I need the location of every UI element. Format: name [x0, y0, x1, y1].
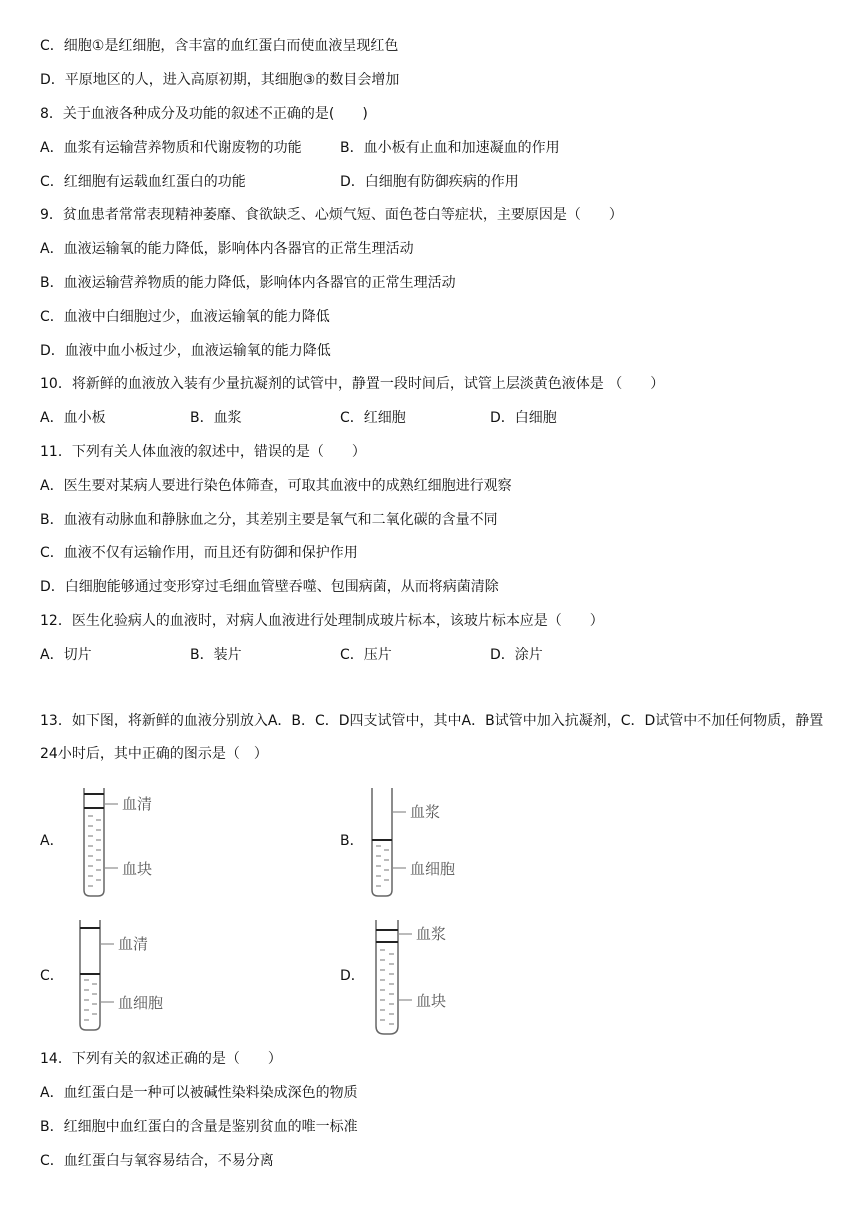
test-tube-c: [66, 916, 206, 1036]
q11-option-b: B．血液有动脉血和静脉血之分，其差别主要是氧气和二氧化碳的含量不同: [40, 512, 498, 528]
q9-option-c: C．血液中白细胞过少，血液运输氧的能力降低: [40, 309, 330, 325]
q11-stem: 11．下列有关人体血液的叙述中，错误的是（ ）: [40, 444, 366, 460]
q12-option-d: D．涂片: [490, 647, 543, 663]
q10-option-c: C．红细胞: [340, 410, 406, 426]
q14-option-a: A．血红蛋白是一种可以被碱性染料染成深色的物质: [40, 1085, 358, 1101]
q10-stem: 10．将新鲜的血液放入装有少量抗凝剂的试管中，静置一段时间后，试管上层淡黄色液体是 （ ）: [40, 376, 665, 392]
q12-option-a: A．切片: [40, 647, 92, 663]
q14-option-b: B．红细胞中血红蛋白的含量是鉴别贫血的唯一标准: [40, 1119, 358, 1135]
q8-option-b: B．血小板有止血和加速凝血的作用: [340, 140, 560, 156]
q12-option-b: B．装片: [190, 647, 242, 663]
q12-option-c: C．压片: [340, 647, 392, 663]
tube-d-bottom-label: 血块: [416, 992, 447, 1010]
tube-a-top-label: 血清: [122, 795, 153, 813]
q8-option-c: C．红细胞有运载血红蛋白的功能: [40, 174, 246, 190]
q11-option-d: D．白细胞能够通过变形穿过毛细血管壁吞噬、包围病菌，从而将病菌清除: [40, 579, 499, 595]
q8-stem: 8．关于血液各种成分及功能的叙述不正确的是( ): [40, 106, 368, 122]
q14-option-c: C．血红蛋白与氧容易结合，不易分离: [40, 1153, 274, 1169]
test-tube-d: [362, 916, 502, 1040]
q9-option-b: B．血液运输营养物质的能力降低，影响体内各器官的正常生理活动: [40, 275, 456, 291]
q13-option-c-label: C．: [40, 968, 64, 984]
q13-stem: 13．如下图，将新鲜的血液分别放入A．B．C．D四支试管中，其中A．B试管中加入抗凝剂，C．D试管中不加任何物质，静置24小时后，其中正确的图示是（ ）: [40, 713, 824, 762]
tube-c-bottom-label: 血细胞: [118, 994, 164, 1012]
tube-a-bottom-label: 血块: [122, 860, 153, 878]
q14-stem: 14．下列有关的叙述正确的是（ ）: [40, 1051, 282, 1067]
q9-stem: 9．贫血患者常常表现精神萎靡、食欲缺乏、心烦气短、面色苍白等症状，主要原因是（ ）: [40, 207, 623, 223]
tube-d-top-label: 血浆: [416, 925, 447, 943]
q12-stem: 12．医生化验病人的血液时，对病人血液进行处理制成玻片标本，该玻片标本应是（ ）: [40, 613, 604, 629]
q13-option-a-label: A．: [40, 833, 64, 849]
q13-option-d-label: D．: [340, 968, 365, 984]
q7-option-d: D．平原地区的人，进入高原初期，其细胞③的数目会增加: [40, 72, 400, 88]
test-tube-a: [70, 782, 200, 900]
tube-b-top-label: 血浆: [410, 803, 441, 821]
q8-option-d: D．白细胞有防御疾病的作用: [340, 174, 519, 190]
q9-option-a: A．血液运输氧的能力降低，影响体内各器官的正常生理活动: [40, 241, 414, 257]
q7-option-c: C．细胞①是红细胞，含丰富的血红蛋白而使血液呈现红色: [40, 38, 399, 54]
test-tube-b: [358, 782, 498, 900]
tube-b-bottom-label: 血细胞: [410, 860, 456, 878]
q11-option-a: A．医生要对某病人要进行染色体筛查，可取其血液中的成熟红细胞进行观察: [40, 478, 512, 494]
q13-option-b-label: B．: [340, 833, 364, 849]
q10-option-d: D．白细胞: [490, 410, 557, 426]
q8-option-a: A．血浆有运输营养物质和代谢废物的功能: [40, 140, 302, 156]
q10-option-b: B．血浆: [190, 410, 242, 426]
q11-option-c: C．血液不仅有运输作用，而且还有防御和保护作用: [40, 545, 358, 561]
q10-option-a: A．血小板: [40, 410, 106, 426]
tube-c-top-label: 血清: [118, 935, 149, 953]
q9-option-d: D．血液中血小板过少，血液运输氧的能力降低: [40, 343, 331, 359]
